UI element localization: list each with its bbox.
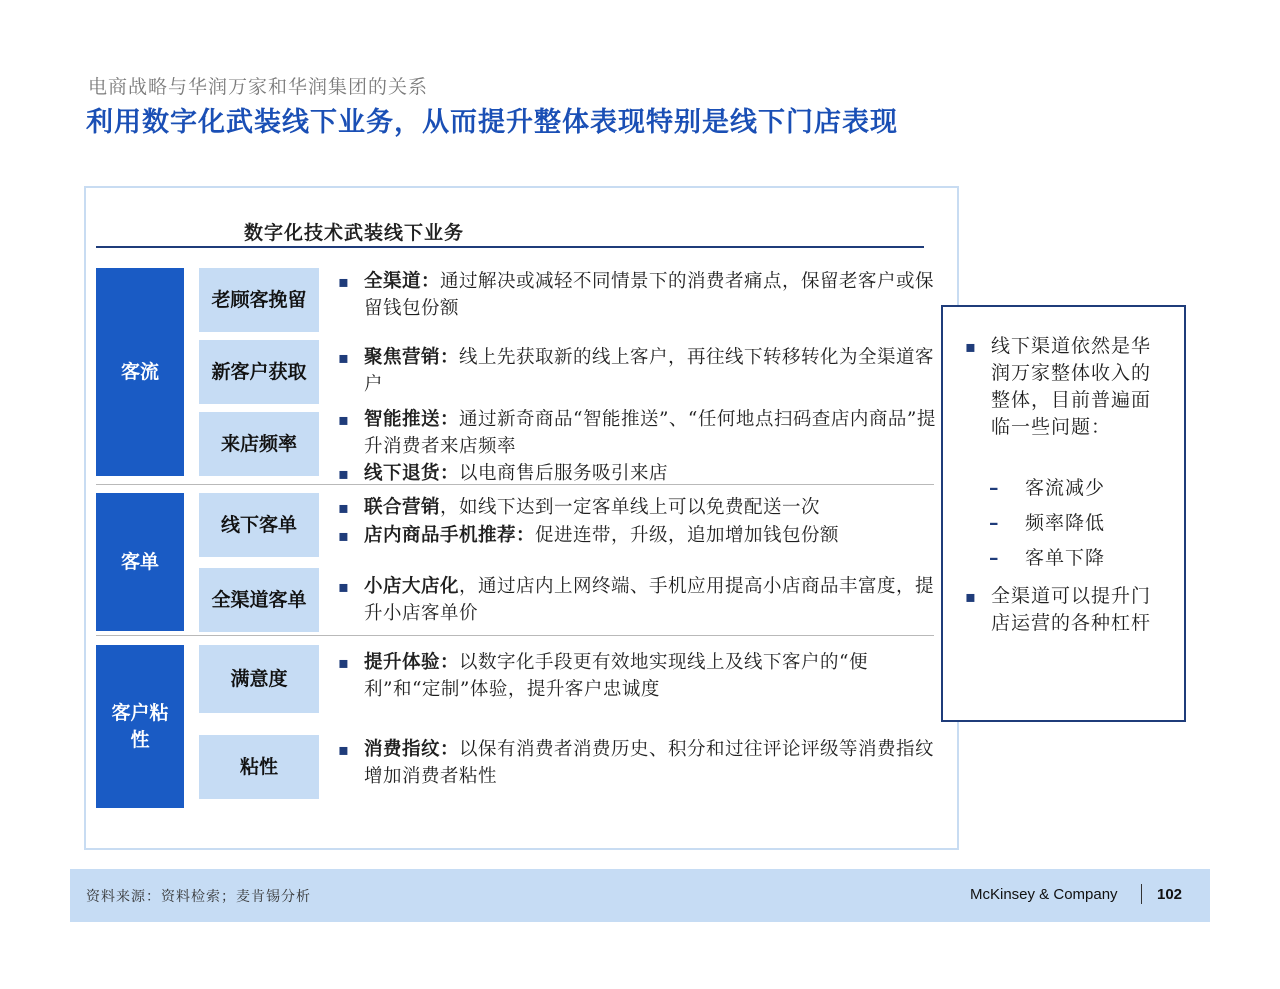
- bullet-joint-marketing: ▪ 联合营销，如线下达到一定客单线上可以免费配送一次: [338, 494, 938, 521]
- summary-box: [941, 305, 1186, 722]
- issue-traffic-decline: – 客流减少: [1025, 475, 1175, 502]
- section-divider: [96, 635, 934, 636]
- company-name: McKinsey & Company: [970, 886, 1118, 903]
- slide-subtitle: 电商战略与华润万家和华润集团的关系: [88, 76, 429, 98]
- sub-satisfaction: 满意度: [199, 645, 319, 713]
- source-note: 资料来源：资料检索；麦肯锡分析: [86, 889, 311, 905]
- sub-stickiness: 粘性: [199, 735, 319, 799]
- footer-bar: [70, 869, 1210, 922]
- heading-rule: [96, 246, 924, 248]
- sub-offline-basket: 线下客单: [199, 493, 319, 557]
- footer-divider: [1141, 884, 1142, 904]
- bullet-consumption-fingerprint: ▪ 消费指纹：以保有消费者消费历史、积分和过往评论评级等消费指纹增加消费者粘性: [338, 736, 938, 790]
- category-traffic: 客流: [96, 268, 184, 476]
- bullet-small-store: ▪ 小店大店化，通过店内上网终端、手机应用提高小店商品丰富度，提升小店客单价: [338, 573, 938, 627]
- bullet-omnichannel: ▪ 全渠道：通过解决或减轻不同情景下的消费者痛点，保留老客户或保留钱包份额: [338, 268, 938, 322]
- issue-frequency-decline: – 频率降低: [1025, 510, 1175, 537]
- digital-offline-panel: [84, 186, 959, 850]
- summary-point-offline: ▪ 线下渠道依然是华润万家整体收入的整体，目前普遍面临一些问题：: [991, 333, 1161, 441]
- bullet-experience: ▪ 提升体验：以数字化手段更有效地实现线上及线下客户的“便利”和“定制”体验，提升客户忠诚度: [338, 649, 938, 703]
- bullet-smart-push: ▪ 智能推送：通过新奇商品“智能推送”、“任何地点扫码查店内商品”提升消费者来店频率: [338, 406, 938, 460]
- summary-point-omnichannel: ▪ 全渠道可以提升门店运营的各种杠杆: [991, 583, 1161, 637]
- bullet-offline-returns: ▪ 线下退货：以电商售后服务吸引来店: [338, 460, 938, 487]
- category-loyalty: 客户粘性: [96, 645, 184, 808]
- issue-basket-decline: – 客单下降: [1025, 545, 1175, 572]
- bullet-focused-marketing: ▪ 聚焦营销：线上先获取新的线上客户，再往线下转移转化为全渠道客户: [338, 344, 938, 398]
- sub-retention: 老顾客挽留: [199, 268, 319, 332]
- sub-omnichannel-basket: 全渠道客单: [199, 568, 319, 632]
- sub-acquisition: 新客户获取: [199, 340, 319, 404]
- slide-title: 利用数字化武装线下业务，从而提升整体表现特别是线下门店表现: [86, 107, 898, 138]
- page-number: 102: [1157, 886, 1183, 903]
- bullet-mobile-recommend: ▪ 店内商品手机推荐：促进连带，升级，追加增加钱包份额: [338, 522, 938, 549]
- sub-frequency: 来店频率: [199, 412, 319, 476]
- category-basket: 客单: [96, 493, 184, 631]
- panel-heading: 数字化技术武装线下业务: [244, 222, 465, 244]
